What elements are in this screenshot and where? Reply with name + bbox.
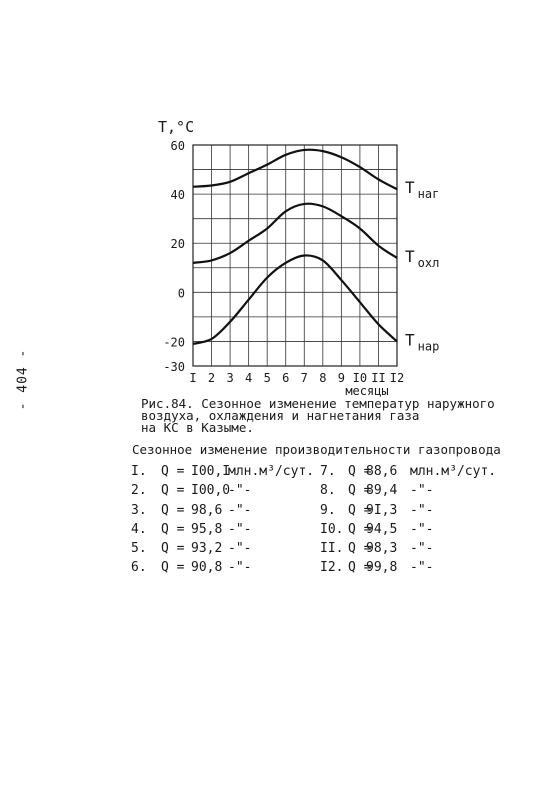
throughput-value: I00,0 xyxy=(191,483,231,498)
table-row xyxy=(0,522,542,540)
unit-label: -"- xyxy=(228,541,252,556)
month-number: I0. xyxy=(320,522,344,537)
series-label xyxy=(405,330,439,353)
series-label-main: Т xyxy=(405,330,415,350)
q-symbol: Q = xyxy=(161,560,185,575)
month-number: I. xyxy=(131,464,147,479)
month-number: 9. xyxy=(320,503,336,518)
series-label-subscript: нар xyxy=(417,339,440,354)
y-tick-label: -20 xyxy=(163,335,185,350)
series-label xyxy=(405,247,439,270)
month-number: 3. xyxy=(131,503,147,518)
q-symbol: Q = xyxy=(161,483,185,498)
unit-label: -"- xyxy=(410,560,434,575)
throughput-value: 93,2 xyxy=(191,541,223,556)
x-tick-label: 4 xyxy=(245,371,253,385)
x-tick-label: 8 xyxy=(319,371,327,385)
throughput-value: 89,4 xyxy=(366,483,398,498)
q-symbol: Q = xyxy=(161,464,185,479)
throughput-value: 94,5 xyxy=(366,522,398,537)
q-symbol: Q = xyxy=(348,541,372,556)
y-tick-label: 20 xyxy=(170,237,185,252)
table-row xyxy=(0,503,542,521)
unit-label: -"- xyxy=(228,503,252,518)
x-tick-label: 6 xyxy=(282,371,290,385)
y-tick-label: 40 xyxy=(170,188,185,203)
throughput-value: 90,8 xyxy=(191,560,223,575)
y-tick-label: 60 xyxy=(170,139,185,153)
x-axis-label: месяцы xyxy=(345,384,389,398)
throughput-value: 88,6 xyxy=(366,464,398,479)
q-symbol: Q = xyxy=(348,503,372,518)
q-symbol: Q = xyxy=(161,522,185,537)
month-number: 8. xyxy=(320,483,336,498)
month-number: I2. xyxy=(320,560,344,575)
x-tick-label: 5 xyxy=(263,371,271,385)
q-symbol: Q = xyxy=(161,503,185,518)
throughput-value: I00,I xyxy=(191,464,231,479)
x-tick-label: 3 xyxy=(226,371,234,385)
throughput-value: 98,6 xyxy=(191,503,223,518)
series-label-main: Т xyxy=(405,246,415,266)
x-tick-label: I2 xyxy=(389,371,405,385)
x-tick-label: I xyxy=(189,371,197,385)
table-row xyxy=(0,483,542,501)
throughput-value: 9I,3 xyxy=(366,503,398,518)
table-title: Сезонное изменение производительности газопровода xyxy=(132,442,501,457)
month-number: 7. xyxy=(320,464,336,479)
q-symbol: Q = xyxy=(348,464,372,479)
unit-label: -"- xyxy=(410,541,434,556)
unit-label: -"- xyxy=(228,522,252,537)
figure-caption: Рис.84. Сезонное изменение температур наружного воздуха, охлаждения и нагнетания газа на КС в Казыме. xyxy=(141,396,495,435)
table-row xyxy=(0,560,542,578)
unit-label: млн.м³/сут. xyxy=(410,464,497,479)
table-row xyxy=(0,464,542,482)
table-row xyxy=(0,541,542,559)
y-tick-label: -30 xyxy=(163,360,185,374)
y-tick-label: 0 xyxy=(177,286,185,301)
x-tick-label: I0 xyxy=(352,371,368,385)
q-symbol: Q = xyxy=(348,560,372,575)
series-label-main: Т xyxy=(405,178,415,198)
q-symbol: Q = xyxy=(161,541,185,556)
series-line xyxy=(193,255,397,343)
q-symbol: Q = xyxy=(348,522,372,537)
chart-series xyxy=(193,150,397,344)
month-number: 6. xyxy=(131,560,147,575)
x-tick-label: II xyxy=(371,371,386,385)
x-tick-label: 9 xyxy=(337,371,345,385)
x-tick-label: 2 xyxy=(207,371,216,385)
throughput-value: 95,8 xyxy=(191,522,223,537)
series-label-subscript: охл xyxy=(417,255,440,270)
unit-label: -"- xyxy=(410,503,434,518)
month-number: 5. xyxy=(131,541,147,556)
unit-label: млн.м³/сут. xyxy=(228,464,315,479)
page-number: - 404 - xyxy=(15,348,31,411)
series-line xyxy=(193,204,397,263)
unit-label: -"- xyxy=(410,483,434,498)
x-tick-label: 7 xyxy=(300,371,308,385)
month-number: 4. xyxy=(131,522,147,537)
month-number: 2. xyxy=(131,483,147,498)
chart-series-labels xyxy=(405,178,439,353)
unit-label: -"- xyxy=(228,560,252,575)
unit-label: -"- xyxy=(228,483,252,498)
chart-axes xyxy=(158,118,404,398)
throughput-value: 98,3 xyxy=(366,541,398,556)
throughput-value: 99,8 xyxy=(366,560,398,575)
series-label xyxy=(405,178,439,201)
series-label-subscript: наг xyxy=(417,187,440,202)
q-symbol: Q = xyxy=(348,483,372,498)
unit-label: -"- xyxy=(410,522,434,537)
y-axis-label: Т,°С xyxy=(158,118,195,136)
month-number: II. xyxy=(320,541,344,556)
